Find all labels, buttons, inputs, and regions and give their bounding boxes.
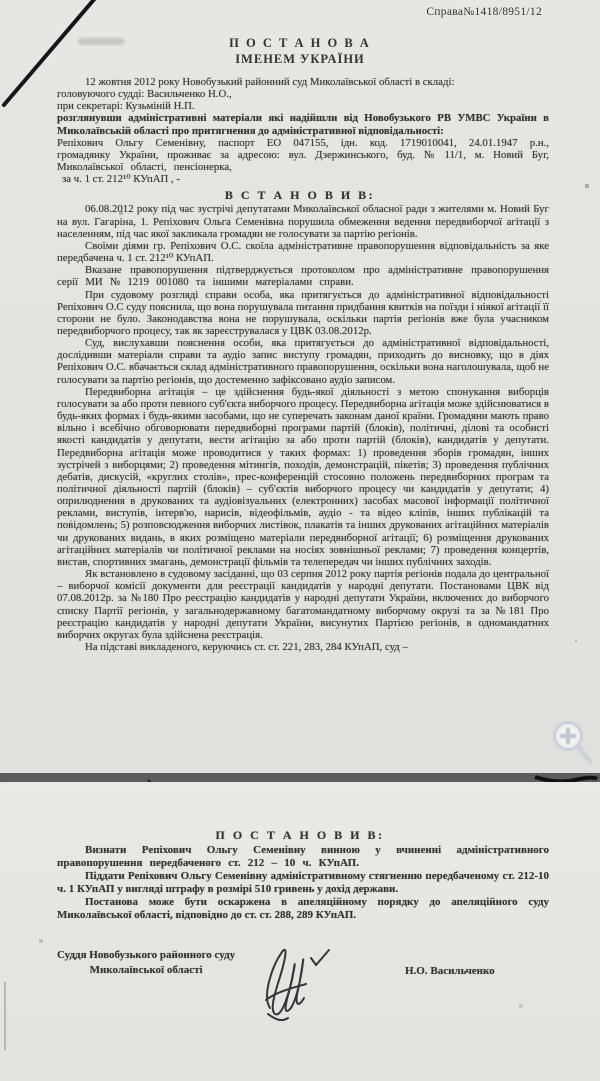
paragraph: Визнати Репіхович Ольгу Семенівну винною у вчиненні адміністративного правопорушення передбаченого ст. 212 – 10 ч. КУпАП. [57, 844, 549, 869]
document-title: П О С Т А Н О В А [229, 36, 371, 50]
paragraph: Як встановлено в судовому засіданні, що 03 серпня 2012 року партія регіонів подала до центральної – виборчої комісії документи для реєстрації кандидатів у народні депутати. Постановами ЦВК від 07.08.2012р. за №180 Про реєстрацію кандидатів у народні депутати України, включених до виборчого списку Партії регіонів, у загальнодержавному багатомандатному виборчому окрузі та за №181 Про реєстрацію кандидатів у народні депутати України, висунутих Партією регіонів, в одномандатних виборчих округах була здійснена реєстрація. [57, 568, 549, 641]
scan-speckles [0, 0, 2, 2]
paragraph: Суд, вислухавши пояснення особи, яка притягується до адміністративної відповідальності, дослідивши матеріали справи та аудіо запис виступу громадян, приходить до висновку, що в діях Репіхович О.С. вбачається склад адміністративного правопорушення, оскільки вона наголошувала, щоб не голосувати за партію регіонів, що достеменно зафіксовано аудіо записом. [57, 337, 549, 386]
ustanovyv-heading: В С Т А Н О В И В: [224, 188, 376, 203]
resolution-block [57, 844, 549, 922]
document-subtitle: ІМЕНЕМ УКРАЇНИ [235, 52, 365, 66]
case-number: Справа№1418/8951/12 [426, 6, 542, 18]
page-2 [0, 782, 600, 1081]
paragraph: Репіхович Ольгу Семенівну, паспорт ЕО 047155, ідн. код. 1719010041, 24.01.1947 р.н., громадянку України, проживає за адресою: вул. Дзержинського, буд. № 11/1, м. Новий Буг, Миколаївської області, пенсіонерка, [57, 136, 549, 174]
scan-margin-line [4, 982, 6, 1050]
paragraph: розглянувши адміністративні матеріали які надійшли від Новобузького РВ УМВС України в Миколаївській області про притягнення до адміністративної відповідальності: [57, 112, 549, 137]
paragraph: при секретарі: Кузьміній Н.П. [57, 100, 195, 113]
paragraph: Піддати Репіхович Ольгу Семенівну адміністративному стягненню передбаченому ст. 212-10 ч. 1 КУпАП у вигляді штрафу в розмірі 510 гривень у дохід держави. [57, 870, 549, 895]
paragraph: Вказане правопорушення підтверджується протоколом про адміністративне правопорушення серії МИ № 1219 001080 та іншими матеріалами справи. [57, 264, 549, 289]
paragraph: Постанова може бути оскаржена в апеляційному порядку до апеляційного суду Миколаївської області, відповідно до ст. ст. 288, 289 КУпАП. [57, 896, 549, 921]
handwritten-signature [248, 930, 338, 1040]
judge-name: Н.О. Васильченко [405, 965, 495, 977]
paragraph: На підставі викладеного, керуючись ст. ст. 221, 283, 284 КУпАП, суд – [85, 641, 408, 654]
page-break-divider [0, 773, 600, 782]
paragraph: 12 жовтня 2012 року Новобузький районний суд Миколаївської області в складі: [85, 76, 455, 88]
paragraph: 06.08.2012 року під час зустрічі депутатами Миколаївської обласної ради з жителями м. Новий Буг на вул. Гагаріна, 1. Репіхович Ольга Семенівна порушила обмеження ведення передвиборчої агітації з населенням, під час якої закликала громадян не голосувати за партію регіонів. [57, 203, 549, 240]
scan-smudge [78, 38, 124, 45]
magnifier-plus-icon [549, 717, 597, 773]
judge-title-line1: Суддя Новобузького районного суду [57, 949, 236, 961]
judge-title [57, 948, 235, 978]
postanovyv-heading: П О С Т А Н О В И В: [215, 828, 385, 842]
findings-block [57, 203, 549, 653]
paragraph: за ч. 1 ст. 212¹⁰ КУпАП , - [62, 173, 180, 186]
paragraph: Передвиборна агітація – це здійснення будь-якої діяльності з метою спонукання виборців голосувати за або проти певного суб'єкта виборчого процесу. Передвиборна агітація може здійснюватися в будь-яких формах і будь-якими засобами, що не суперечать законам даної країни. Громадяни мають право вільно і всебічно обговорювати передвиборні програми партій (блоків), політичні, ділові та особисті якості кандидатів у депутати, вести агітацію за або проти партій (блоків), кандидатів у депутати. Передвиборна агітація може проводитися у таких формах: 1) проведення зборів громадян, інших зустрічей з виборцями; 2) проведення мітингів, походів, демонстрацій, пікетів; 3) проведення публічних дебатів, дискусій, «круглих столів», прес-конференцій стосовно положень передвиборних програм та політичної діяльності партій (блоків) – суб'єктів виборчого процесу чи кандидатів у депутати; 4) оприлюднення в друкованих та аудіовізуальних (електронних) засобах масової інформації політичної реклами, виступів, інтерв'ю, нарисів, відеофільмів, аудіо - та відео кліпів, інших публікацій та повідомлень; 5) розповсюдження виборчих листівок, плакатів та інших друкованих агітаційних матеріалів чи друкованих видань, в яких розміщено матеріали передвиборної агітації; 6) розміщення друкованих агітаційних матеріалів чи політичної реклами на носіях зовнішньої реклами; 7) проведення концертів, вистав, спортивних змагань, демонстрації фільмів та телепередач чи інших публічних заходів. [57, 385, 549, 568]
judge-title-line2: Миколаївської області [89, 964, 203, 976]
paragraph: Своїми діями гр. Репіхович О.С. скоїла адміністративне правопорушення відповідальність за яке передбачена ч. 1 ст. 212¹⁰ КУпАП. [57, 239, 549, 265]
paragraph: При судовому розгляді справи особа, яка притягується до адміністративної відповідальності Репіхович О.С суду пояснила, що вона порушувала питання придбання квитків на поїзди і ніякої агітації її сторони не було. Законодавства вона не порушувала, оскільки партія регіонів вже була учасником передвиборчого процесу, так як зареєструвалася у ЦВК 03.08.2012р. [57, 288, 549, 337]
intro-block [57, 76, 549, 185]
paragraph: головуючого судді: Васильченко Н.О., [57, 88, 232, 101]
zoom-in-icon[interactable] [549, 717, 597, 773]
